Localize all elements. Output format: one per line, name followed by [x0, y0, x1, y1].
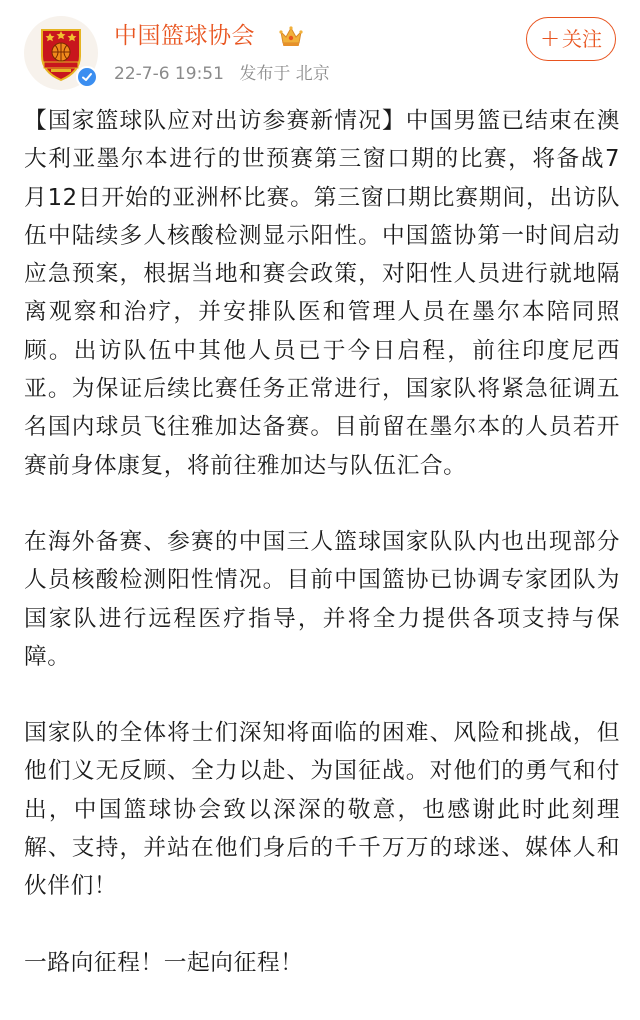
post-location: 发布于 北京	[239, 64, 330, 84]
author-avatar[interactable]	[24, 16, 98, 90]
post-body	[24, 102, 620, 1020]
crown-icon	[278, 24, 304, 48]
verified-badge-icon	[76, 66, 98, 88]
author-name[interactable]: 中国篮球协会	[114, 23, 255, 49]
post-paragraph: 在海外备赛、参赛的中国三人篮球国家队队内也出现部分人员核酸检测阳性情况。目前中国篮协已协调专家团队为国家队进行远程医疗指导，并将全力提供各项支持与保障。	[24, 528, 620, 670]
post-paragraph: 【国家篮球队应对出访参赛新情况】中国男篮已结束在澳大利亚墨尔本进行的世预赛第三窗口期的比赛，将备战7月12日开始的亚洲杯比赛。第三窗口期比赛期间，出访队伍中陆续多人核酸检测显示阳性。中国篮协第一时间启动应急预案，根据当地和赛会政策，对阳性人员进行就地隔离观察和治疗，并安排队医和管理人员在墨尔本陪同照顾。出访队伍中其他人员已于今日启程，前往印度尼西亚。为保证后续比赛任务正常进行，国家队将紧急征调五名国内球员飞往雅加达备赛。目前留在墨尔本的人员若开赛前身体康复，将前往雅加达与队伍汇合。	[24, 108, 620, 479]
plus-icon: +	[539, 24, 561, 52]
post-date: 22-7-6 19:51	[114, 64, 224, 84]
post-paragraph: 一路向征程！一起向征程！	[24, 949, 304, 976]
post-header	[0, 0, 640, 100]
post-paragraph: 国家队的全体将士们深知将面临的困难、风险和挑战，但他们义无反顾、全力以赴、为国征战。对他们的勇气和付出，中国篮球协会致以深深的敬意，也感谢此时此刻理解、支持，并站在他们身后的千千万万的球迷、媒体人和伙伴们！	[24, 720, 620, 900]
follow-label: 关注	[562, 27, 603, 51]
follow-button[interactable]	[526, 17, 616, 61]
post-meta	[114, 62, 340, 86]
